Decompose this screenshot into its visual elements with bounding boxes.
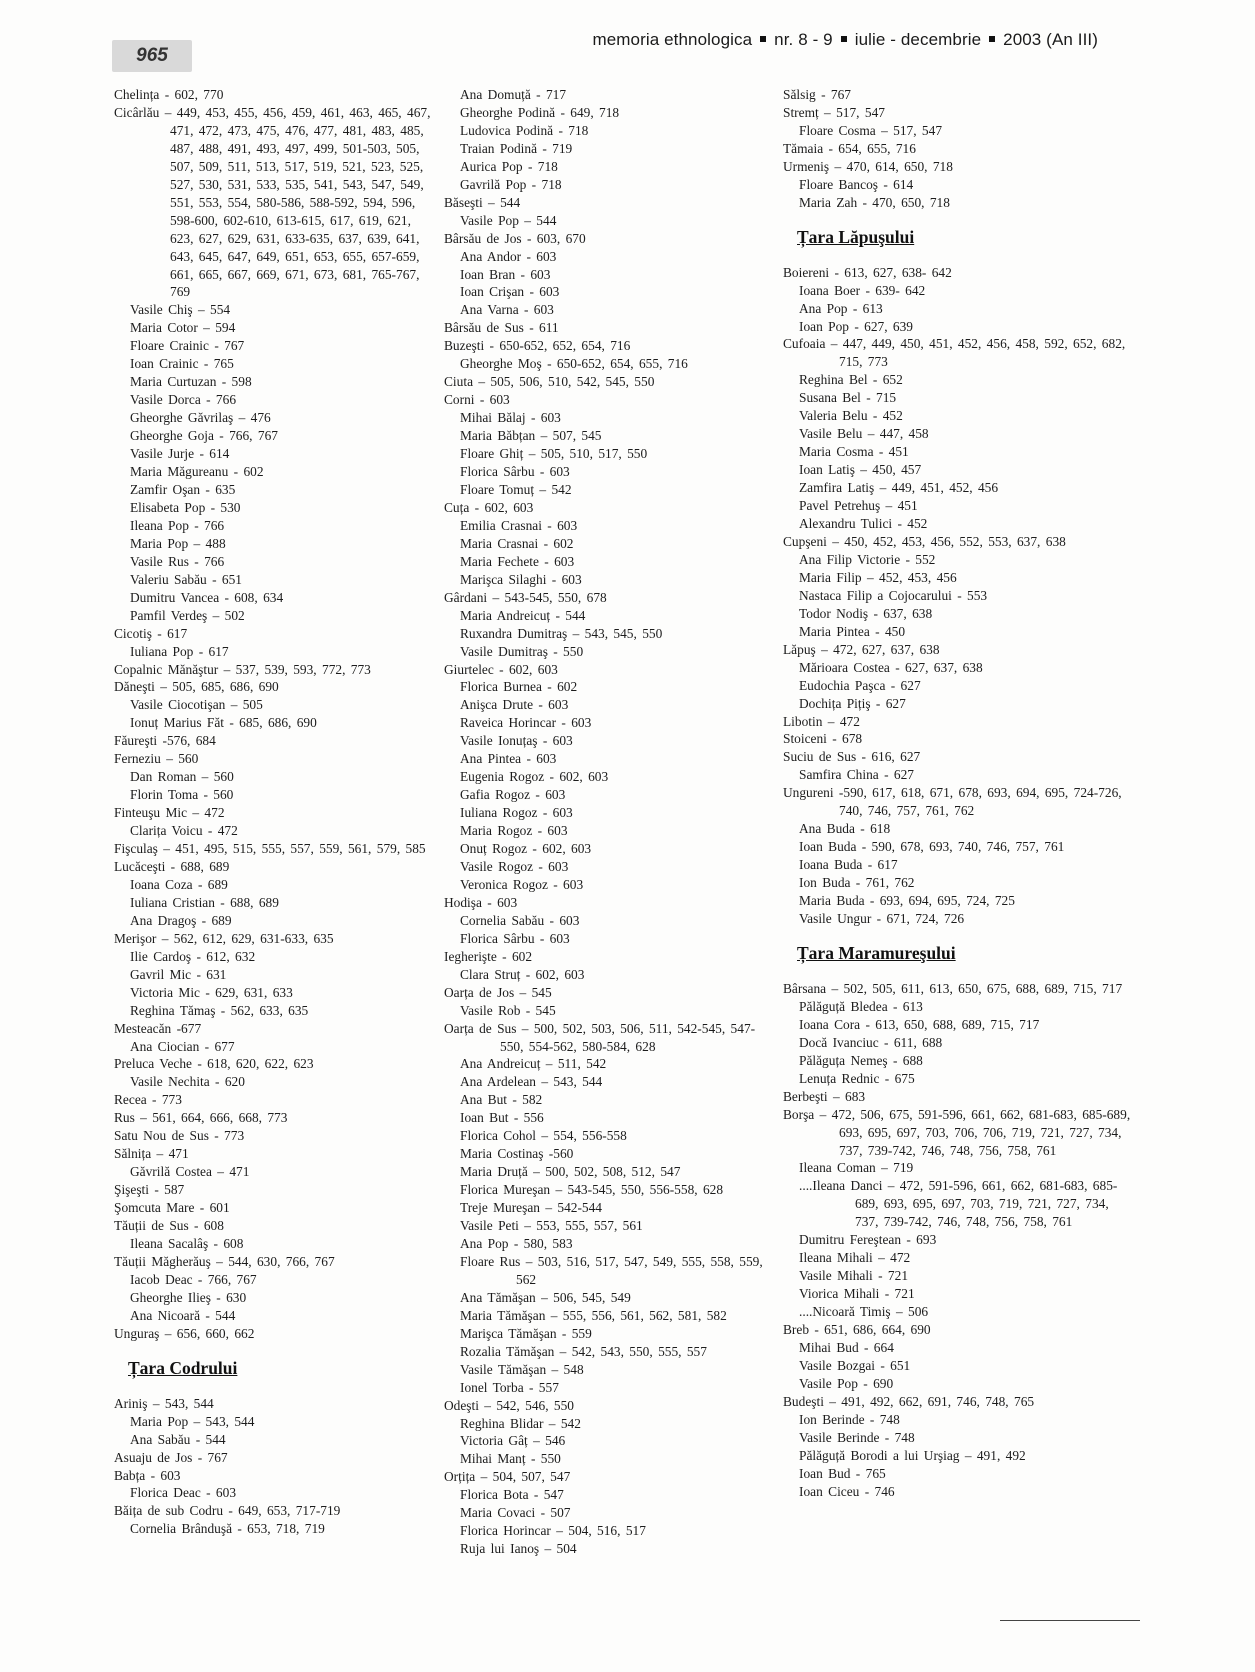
index-subentry: Mihai Bălaj - 603 xyxy=(460,410,561,426)
index-subentry: Ana Ciocian - 677 xyxy=(130,1038,235,1054)
index-subentry: Alexandru Tulici - 452 xyxy=(799,516,928,532)
index-subentry: Ana Pop - 613 xyxy=(799,300,883,316)
index-subentry: Ana Nicoară - 544 xyxy=(130,1307,236,1323)
index-entry: Orțița – 504, 507, 547 xyxy=(444,1469,571,1485)
index-subentry: Marişca Silaghi - 603 xyxy=(460,571,582,587)
index-subentry: Valeriu Sabău - 651 xyxy=(130,571,242,587)
index-subentry: Ioan Pop - 627, 639 xyxy=(799,318,914,334)
index-entry: Budeşti – 491, 492, 662, 691, 746, 748, 765 xyxy=(783,1393,1035,1409)
index-subentry: Gavrilă Pop - 718 xyxy=(460,176,562,192)
index-entry: Giurtelec - 602, 603 xyxy=(444,661,558,677)
index-entry: Şomcuta Mare - 601 xyxy=(114,1200,230,1216)
index-subentry: Traian Podină - 719 xyxy=(460,140,573,156)
index-subentry: Floare Cosma – 517, 547 xyxy=(799,122,943,138)
index-entry: Lucăceşti - 688, 689 xyxy=(114,858,230,874)
index-subentry: Ileana Coman – 719 xyxy=(799,1160,914,1176)
index-entry: Libotin – 472 xyxy=(783,713,860,729)
index-subentry: Florin Toma - 560 xyxy=(130,787,234,803)
index-subentry: Iuliana Cristian - 688, 689 xyxy=(130,894,279,910)
index-entry: Tăuții de Sus - 608 xyxy=(114,1218,224,1234)
index-entry: Băseşti – 544 xyxy=(444,194,521,210)
index-column-3 xyxy=(783,86,1133,1501)
index-subentry: Gheorghe Goja - 766, 767 xyxy=(130,428,278,444)
index-subentry: Dumitru Fereştean - 693 xyxy=(799,1232,937,1248)
index-entry: Ferneziu – 560 xyxy=(114,751,199,767)
index-subentry: Maria Tămăşan – 555, 556, 561, 562, 581, 582 xyxy=(460,1307,727,1323)
running-header xyxy=(592,30,1098,50)
page-number: 965 xyxy=(112,40,192,72)
index-subentry: Ileana Pop - 766 xyxy=(130,517,225,533)
index-subentry: Ioan Crainic - 765 xyxy=(130,356,234,372)
index-subentry: Ana Filip Victorie - 552 xyxy=(799,551,936,567)
index-subentry: Ioana Coza - 689 xyxy=(130,876,228,892)
index-subentry: Eudochia Paşca - 627 xyxy=(799,677,921,693)
index-subentry: Ioan Latiş – 450, 457 xyxy=(799,462,922,478)
index-subentry: Ilie Cardoş - 612, 632 xyxy=(130,948,256,964)
index-subentry: Maria Buda - 693, 694, 695, 724, 725 xyxy=(799,893,1015,909)
index-subentry: Victoria Mic - 629, 631, 633 xyxy=(130,984,293,1000)
index-entry: Iegherişte - 602 xyxy=(444,948,533,964)
index-subentry: Vasile Pop – 544 xyxy=(460,212,557,228)
index-subentry: Ioan Bran - 603 xyxy=(460,266,551,282)
index-entry: Satu Nou de Sus - 773 xyxy=(114,1128,245,1144)
separator-square-icon xyxy=(989,36,995,42)
index-subentry: ....Ileana Danci – 472, 591-596, 661, 662, 681-683, 685-689, 693, 695, 697, 703, 719, 721, 727, 734, 737, 739-742, 746, 748, 756, 758, 761 xyxy=(799,1178,1118,1230)
index-subentry: Vasile Chiş – 554 xyxy=(130,302,231,318)
index-subentry: Anişca Drute - 603 xyxy=(460,697,569,713)
index-subentry: Vasile Tămăşan – 548 xyxy=(460,1361,584,1377)
index-subentry: Vasile Dorca - 766 xyxy=(130,392,237,408)
index-entry: Corni - 603 xyxy=(444,392,510,408)
index-subentry: Zamfira Latiş – 449, 451, 452, 456 xyxy=(799,480,999,496)
index-subentry: Maria Măgureanu - 602 xyxy=(130,464,264,480)
separator-square-icon xyxy=(760,36,766,42)
index-entry: Asuaju de Jos - 767 xyxy=(114,1449,228,1465)
index-subentry: Maria Filip – 452, 453, 456 xyxy=(799,569,957,585)
index-subentry: Gavril Mic - 631 xyxy=(130,966,227,982)
index-subentry: Onuț Rogoz - 602, 603 xyxy=(460,841,592,857)
index-entry: Breb - 651, 686, 664, 690 xyxy=(783,1322,931,1338)
index-subentry: Ana Ardelean – 543, 544 xyxy=(460,1074,603,1090)
index-entry: Odeşti – 542, 546, 550 xyxy=(444,1397,574,1413)
index-entry: Suciu de Sus - 616, 627 xyxy=(783,749,921,765)
index-entry: Ungureni -590, 617, 618, 671, 678, 693, 694, 695, 724-726, 740, 746, 757, 761, 762 xyxy=(783,785,1122,819)
index-entry: Arinіş – 543, 544 xyxy=(114,1395,214,1411)
index-subentry: Maria Zah - 470, 650, 718 xyxy=(799,194,950,210)
index-subentry: Florica Sârbu - 603 xyxy=(460,930,570,946)
index-entry: Stoiceni - 678 xyxy=(783,731,863,747)
index-entry: Dăneşti – 505, 685, 686, 690 xyxy=(114,679,279,695)
index-subentry: Maria Cotor – 594 xyxy=(130,320,236,336)
index-subentry: Dan Roman – 560 xyxy=(130,769,234,785)
index-entry: Sălnița – 471 xyxy=(114,1146,189,1162)
index-subentry: Florica Deac - 603 xyxy=(130,1485,237,1501)
index-subentry: Florica Mureşan – 543-545, 550, 556-558, 628 xyxy=(460,1182,724,1198)
index-subentry: Pălăguță Borodi a lui Urşiag – 491, 492 xyxy=(799,1447,1026,1463)
index-entry: Oarța de Jos – 545 xyxy=(444,984,552,1000)
index-entry: Lăpuş – 472, 627, 637, 638 xyxy=(783,641,940,657)
section-heading: Țara Lăpuşului xyxy=(797,226,915,247)
index-entry: Ciuta – 505, 506, 510, 542, 545, 550 xyxy=(444,374,655,390)
index-subentry: Maria Costinaş -560 xyxy=(460,1146,574,1162)
index-entry: Stremț – 517, 547 xyxy=(783,104,885,120)
index-entry: Bârsău de Jos - 603, 670 xyxy=(444,230,586,246)
index-subentry: Florica Cohol – 554, 556-558 xyxy=(460,1128,627,1144)
index-subentry: Ana Andor - 603 xyxy=(460,248,557,264)
index-subentry: Florica Burnea - 602 xyxy=(460,679,578,695)
index-subentry: Todor Nodiş - 637, 638 xyxy=(799,605,933,621)
index-subentry: Ana Domuță - 717 xyxy=(460,87,567,102)
index-subentry: Floare Ghiț – 505, 510, 517, 550 xyxy=(460,446,648,462)
index-subentry: Iuliana Pop - 617 xyxy=(130,643,229,659)
index-subentry: Dochița Pițiş - 627 xyxy=(799,695,906,711)
index-subentry: Ionuț Marius Făt - 685, 686, 690 xyxy=(130,715,317,731)
index-subentry: Ana Tămăşan – 506, 545, 549 xyxy=(460,1289,631,1305)
index-entry: Chelința - 602, 770 xyxy=(114,87,224,102)
index-entry: Sălsig - 767 xyxy=(783,87,851,102)
index-subentry: Veronica Rogoz - 603 xyxy=(460,876,584,892)
index-subentry: Vasile Jurje - 614 xyxy=(130,446,230,462)
index-subentry: Ileana Mihali – 472 xyxy=(799,1250,911,1266)
index-entry: Gârdani – 543-545, 550, 678 xyxy=(444,589,607,605)
index-subentry: Maria Curtuzan - 598 xyxy=(130,374,252,390)
index-subentry: Clara Struț - 602, 603 xyxy=(460,966,585,982)
index-entry: Merişor – 562, 612, 629, 631-633, 635 xyxy=(114,930,334,946)
index-subentry: Florica Bota - 547 xyxy=(460,1487,564,1503)
index-subentry: Ioan But - 556 xyxy=(460,1110,544,1126)
index-subentry: Clarița Voicu - 472 xyxy=(130,823,238,839)
index-subentry: Vasile Mihali - 721 xyxy=(799,1268,909,1284)
index-subentry: Floare Bancoş - 614 xyxy=(799,176,914,192)
index-entry: Cuța - 602, 603 xyxy=(444,499,534,515)
index-entry: Cupşeni – 450, 452, 453, 456, 552, 553, 637, 638 xyxy=(783,533,1066,549)
index-entry: Hodişa - 603 xyxy=(444,894,518,910)
index-subentry: Reghina Blidar – 542 xyxy=(460,1415,581,1431)
index-entry: Urmeniş – 470, 614, 650, 718 xyxy=(783,158,953,174)
index-subentry: Vasile Rus - 766 xyxy=(130,553,225,569)
index-subentry: Raveica Horincar - 603 xyxy=(460,715,592,731)
index-subentry: Ana Pop - 580, 583 xyxy=(460,1236,573,1251)
index-subentry: Docă Ivanciuc - 611, 688 xyxy=(799,1034,943,1050)
index-subentry: Maria Băbțan – 507, 545 xyxy=(460,428,602,444)
index-subentry: Mihai Manț - 550 xyxy=(460,1451,561,1467)
index-subentry: Vasile Nechita - 620 xyxy=(130,1074,245,1090)
index-entry: Cufoaia – 447, 449, 450, 451, 452, 456, 458, 592, 652, 682, 715, 773 xyxy=(783,336,1126,370)
index-subentry: Eugenia Rogoz - 602, 603 xyxy=(460,769,609,785)
index-entry: Finteuşu Mic – 472 xyxy=(114,805,225,821)
index-subentry: Ana Varna - 603 xyxy=(460,302,554,318)
index-subentry: Gafia Rogoz - 603 xyxy=(460,787,566,803)
section-heading: Țara Codrului xyxy=(128,1357,238,1378)
index-subentry: Gheorghe Podină - 649, 718 xyxy=(460,104,620,120)
index-subentry: Gheorghe Ilieş - 630 xyxy=(130,1289,247,1305)
bottom-rule xyxy=(1000,1620,1140,1621)
index-subentry: Maria Rogoz - 603 xyxy=(460,823,568,839)
index-subentry: Zamfir Oşan - 635 xyxy=(130,481,236,497)
index-subentry: Vasile Bozgai - 651 xyxy=(799,1357,911,1373)
index-column-2 xyxy=(444,86,778,1558)
index-subentry: Pălăguța Nemeş - 688 xyxy=(799,1052,923,1068)
index-subentry: Samfira China - 627 xyxy=(799,767,914,783)
index-subentry: Florica Sârbu - 603 xyxy=(460,464,570,480)
index-subentry: Susana Bel - 715 xyxy=(799,390,897,406)
index-subentry: Nastaca Filip a Cojocarului - 553 xyxy=(799,587,988,603)
index-subentry: Viorica Mihali - 721 xyxy=(799,1286,915,1302)
index-subentry: Maria Druță – 500, 502, 508, 512, 547 xyxy=(460,1164,681,1180)
index-subentry: Ana Sabău - 544 xyxy=(130,1431,226,1447)
index-subentry: Ioan Ciceu - 746 xyxy=(799,1483,895,1499)
issue-months: iulie - decembrie xyxy=(854,30,982,49)
index-subentry: Pamfil Verdeş – 502 xyxy=(130,607,245,623)
index-entry: Copalnic Mănăştur – 537, 539, 593, 772, 773 xyxy=(114,661,371,677)
index-subentry: Vasile Belu – 447, 458 xyxy=(799,426,929,442)
index-subentry: Ruxandra Dumitraş – 543, 545, 550 xyxy=(460,625,663,641)
index-subentry: Aurica Pop - 718 xyxy=(460,158,558,174)
index-subentry: Ionel Torba - 557 xyxy=(460,1379,559,1395)
index-subentry: Vasile Ciocotişan – 505 xyxy=(130,697,263,713)
index-subentry: Maria Pop – 543, 544 xyxy=(130,1413,255,1429)
index-subentry: Cornelia Brânduşă - 653, 718, 719 xyxy=(130,1521,325,1537)
index-subentry: Gheorghe Găvrilaş – 476 xyxy=(130,410,271,426)
index-entry: Unguraş – 656, 660, 662 xyxy=(114,1325,255,1341)
index-column-1 xyxy=(114,86,434,1538)
index-subentry: Vasile Berinde - 748 xyxy=(799,1429,915,1445)
index-subentry: Vasile Peti – 553, 555, 557, 561 xyxy=(460,1218,643,1234)
index-subentry: Reghina Bel - 652 xyxy=(799,372,903,388)
index-subentry: Mărioara Costea - 627, 637, 638 xyxy=(799,659,983,675)
index-subentry: Vasile Pop - 690 xyxy=(799,1375,894,1391)
index-subentry: Maria Andreicuț - 544 xyxy=(460,607,586,623)
index-subentry: Ion Berinde - 748 xyxy=(799,1411,900,1427)
index-entry: Tămaia - 654, 655, 716 xyxy=(783,140,916,156)
index-subentry: Treje Mureşan – 542-544 xyxy=(460,1200,602,1216)
index-entry: Rus – 561, 664, 666, 668, 773 xyxy=(114,1110,288,1126)
index-entry: Bârsău de Sus - 611 xyxy=(444,320,559,336)
index-subentry: Emilia Crasnai - 603 xyxy=(460,517,578,533)
index-subentry: Floare Rus – 503, 516, 517, 547, 549, 555, 558, 559, 562 xyxy=(460,1253,763,1287)
index-subentry: Ioana Buda - 617 xyxy=(799,857,898,873)
index-subentry: Elisabeta Pop - 530 xyxy=(130,499,241,515)
index-entry: Buzeşti - 650-652, 652, 654, 716 xyxy=(444,338,631,354)
index-entry: Mesteacăn -677 xyxy=(114,1020,202,1036)
index-subentry: Maria Pintea - 450 xyxy=(799,623,906,639)
index-subentry: Floare Crainic - 767 xyxy=(130,338,245,354)
index-subentry: Ana Pintea - 603 xyxy=(460,751,557,767)
index-entry: Tăuții Măgherăuş – 544, 630, 766, 767 xyxy=(114,1253,335,1269)
index-subentry: Lenuța Rednic - 675 xyxy=(799,1070,915,1086)
index-subentry: Victoria Gâț – 546 xyxy=(460,1433,566,1449)
index-subentry: Ioan Bud - 765 xyxy=(799,1465,886,1481)
index-entry: Babța - 603 xyxy=(114,1467,181,1483)
index-subentry: Marişca Tămăşan - 559 xyxy=(460,1325,592,1341)
index-subentry: Ludovica Podină - 718 xyxy=(460,122,589,138)
index-subentry: Pavel Petrehuş – 451 xyxy=(799,498,918,514)
index-entry: Fişculaş – 451, 495, 515, 555, 557, 559, 561, 579, 585 xyxy=(114,841,426,857)
index-entry: Făureşti -576, 684 xyxy=(114,733,216,749)
index-subentry: Vasile Ionuțaş - 603 xyxy=(460,733,573,749)
index-subentry: Ana But - 582 xyxy=(460,1092,543,1108)
index-entry: Borşa – 472, 506, 675, 591-596, 661, 662, 681-683, 685-689, 693, 695, 697, 703, 706, 706, 719, 721, 727, 734, 737, 739-742, 746, 748, 756, 758, 761 xyxy=(783,1106,1131,1158)
index-subentry: Ioana Boer - 639- 642 xyxy=(799,282,926,298)
index-subentry: Iuliana Rogoz - 603 xyxy=(460,805,573,821)
index-subentry: Ana Andreicuț – 511, 542 xyxy=(460,1056,607,1072)
index-subentry: Găvrilă Costea – 471 xyxy=(130,1164,250,1180)
issue-number: nr. 8 - 9 xyxy=(774,30,833,49)
journal-title: memoria ethnologica xyxy=(592,30,753,49)
issue-year: 2003 (An III) xyxy=(1003,30,1098,49)
index-entry: Cicârlău – 449, 453, 455, 456, 459, 461, 463, 465, 467, 471, 472, 473, 475, 476, 477, 481, 483, 485, 487, 488, 491, 493, 497, 499, 501-503, 505, 507, 509, 511, 513, 517, 519, 521, 523, 525, 527, 530, 531, 533, 535, 541, 543, 547, 549, 551, 553, 554, 580-586, 588-592, 594, 596, 598-600, 602-610, 613-615, 617, 619, 621, 623, 627, 629, 631, 633-635, 637, 639, 641, 643, 645, 647, 649, 651, 653, 655, 657-659, 661, 665, 667, 669, 671, 673, 681, 765-767, 769 xyxy=(114,104,431,300)
index-subentry: Ana Buda - 618 xyxy=(799,821,891,837)
index-entry: Berbeşti – 683 xyxy=(783,1088,866,1104)
separator-square-icon xyxy=(841,36,847,42)
index-entry: Bârsana – 502, 505, 611, 613, 650, 675, 688, 689, 715, 717 xyxy=(783,980,1123,996)
index-subentry: Ileana Sacalâş - 608 xyxy=(130,1236,244,1251)
index-subentry: Pălăguță Bledea - 613 xyxy=(799,998,923,1014)
index-subentry: Vasile Ungur - 671, 724, 726 xyxy=(799,910,965,926)
index-entry: Cicotiş - 617 xyxy=(114,625,188,641)
index-subentry: Ioana Cora - 613, 650, 688, 689, 715, 717 xyxy=(799,1016,1040,1032)
index-entry: Boiereni - 613, 627, 638- 642 xyxy=(783,264,952,280)
index-subentry: Ion Buda - 761, 762 xyxy=(799,875,915,891)
index-entry: Preluca Veche - 618, 620, 622, 623 xyxy=(114,1056,314,1072)
index-subentry: Rozalia Tămăşan – 542, 543, 550, 555, 557 xyxy=(460,1343,707,1359)
index-subentry: Maria Crasnai - 602 xyxy=(460,535,574,551)
section-heading: Țara Maramureşului xyxy=(797,942,956,963)
index-subentry: Mihai Bud - 664 xyxy=(799,1340,894,1355)
index-subentry: Vasile Dumitraş - 550 xyxy=(460,643,584,659)
index-subentry: Maria Cosma - 451 xyxy=(799,444,909,460)
index-subentry: Vasile Rob - 545 xyxy=(460,1002,556,1018)
index-entry: Băița de sub Codru - 649, 653, 717-719 xyxy=(114,1503,341,1519)
index-subentry: Florica Horincar – 504, 516, 517 xyxy=(460,1523,646,1539)
index-subentry: Ioan Buda - 590, 678, 693, 740, 746, 757, 761 xyxy=(799,839,1065,855)
index-subentry: Cornelia Sabău - 603 xyxy=(460,912,580,928)
index-subentry: Maria Covaci - 507 xyxy=(460,1505,571,1521)
index-subentry: Floare Tomuț – 542 xyxy=(460,481,572,497)
index-subentry: Ana Dragoş - 689 xyxy=(130,912,232,928)
index-entry: Recea - 773 xyxy=(114,1092,182,1108)
index-subentry: Vasile Rogoz - 603 xyxy=(460,858,569,874)
index-entry: Şişeşti - 587 xyxy=(114,1182,185,1198)
index-subentry: Iacob Deac - 766, 767 xyxy=(130,1271,257,1287)
index-subentry: Ioan Crişan - 603 xyxy=(460,284,560,300)
index-subentry: ....Nicoară Timiş – 506 xyxy=(799,1304,929,1320)
index-subentry: Ruja lui Ianoş – 504 xyxy=(460,1541,577,1557)
index-subentry: Maria Fechete - 603 xyxy=(460,553,575,569)
index-subentry: Gheorghe Moş - 650-652, 654, 655, 716 xyxy=(460,356,688,372)
index-subentry: Reghina Tămaş - 562, 633, 635 xyxy=(130,1002,309,1018)
index-subentry: Maria Pop – 488 xyxy=(130,535,226,551)
index-subentry: Dumitru Vancea - 608, 634 xyxy=(130,589,284,605)
index-entry: Oarța de Sus – 500, 502, 503, 506, 511, 542-545, 547-550, 554-562, 580-584, 628 xyxy=(444,1020,756,1054)
index-subentry: Valeria Belu - 452 xyxy=(799,408,903,424)
